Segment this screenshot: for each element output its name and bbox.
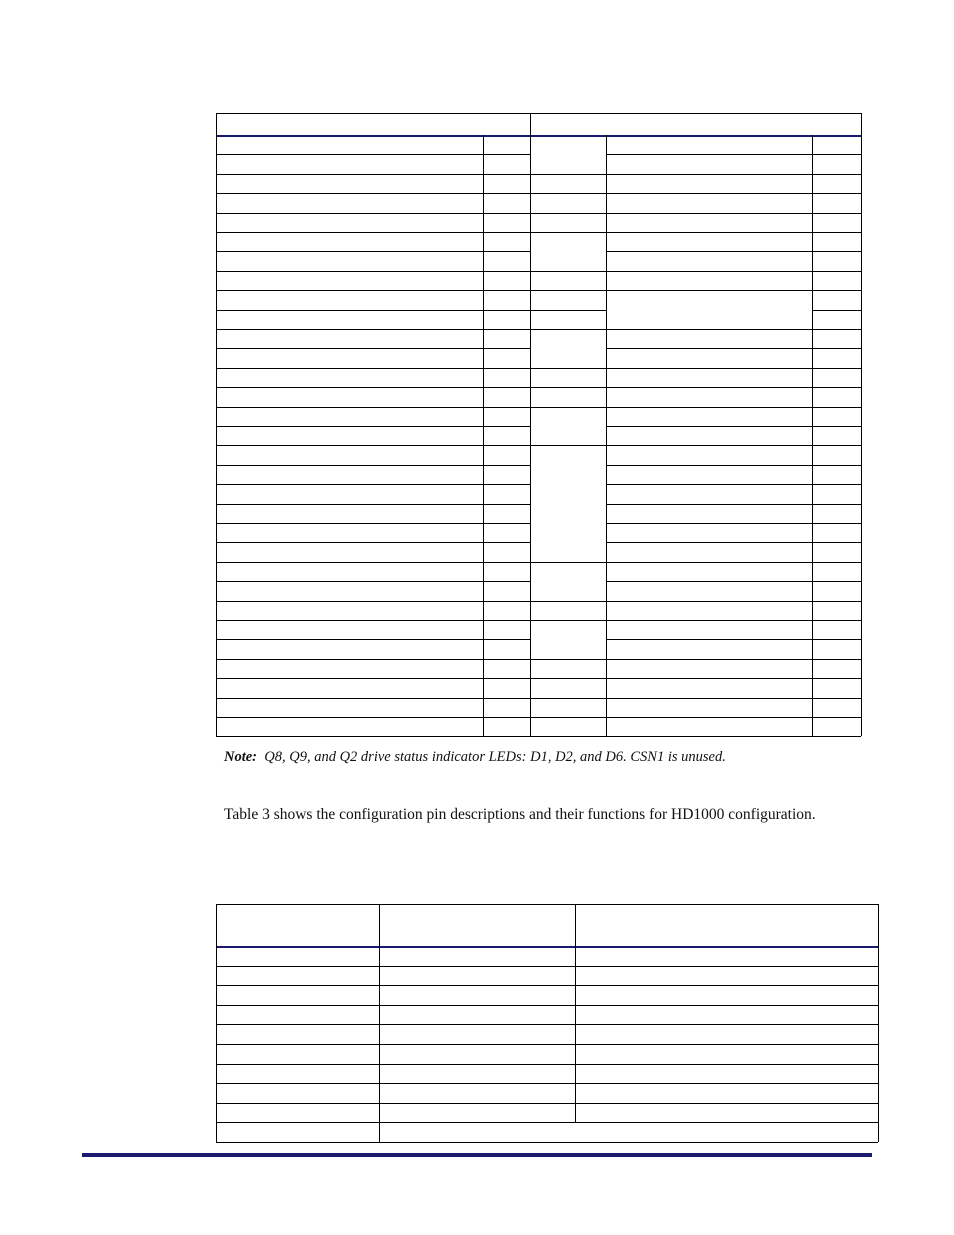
table-rule xyxy=(216,1044,878,1045)
table-rule xyxy=(216,1083,878,1084)
note-label: Note: xyxy=(224,749,258,765)
table-rule xyxy=(216,1064,878,1065)
table-rule xyxy=(216,1024,878,1025)
config-table-header-rule xyxy=(216,946,878,948)
config-table-top-rule xyxy=(216,904,878,905)
table-rule xyxy=(216,966,878,967)
config-table-bottom-rule xyxy=(216,1142,878,1143)
table-rule xyxy=(216,1005,878,1006)
table-rule xyxy=(216,1103,878,1104)
config-table-right-rule xyxy=(878,904,879,1142)
table-column-rule xyxy=(575,904,576,1122)
footer-rule xyxy=(82,1153,872,1157)
table-rule xyxy=(216,985,878,986)
table-column-rule xyxy=(379,904,380,1142)
table-rule xyxy=(216,1122,878,1123)
note-text: Q8, Q9, and Q2 drive status indicator LEDs: D1, D2, and D6. CSN1 is unused. xyxy=(264,749,726,765)
config-table-left-rule xyxy=(216,904,217,1142)
body-paragraph: Table 3 shows the configuration pin descriptions and their functions for HD1000 configuration. xyxy=(224,806,816,823)
